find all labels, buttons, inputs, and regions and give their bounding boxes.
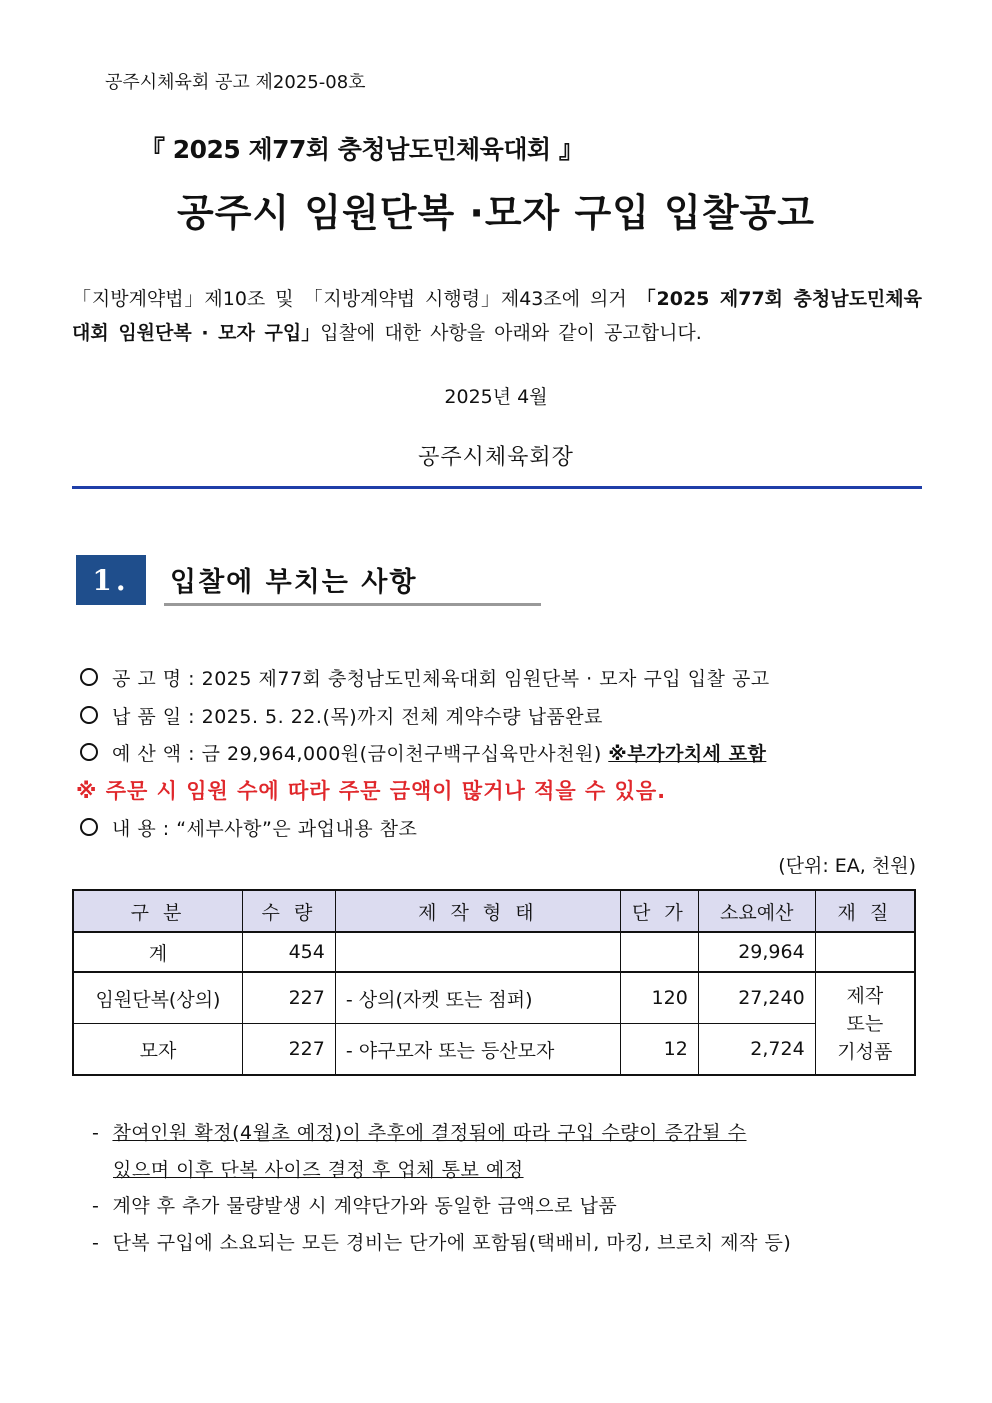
notice-number: 공주시체육회 공고 제2025-08호 bbox=[105, 72, 366, 93]
row-label: 모자 bbox=[73, 1024, 243, 1076]
notice-date: 2025년 4월 bbox=[444, 386, 548, 408]
header-material: 재 질 bbox=[815, 890, 915, 932]
circle-bullet-icon bbox=[80, 668, 98, 686]
item-notice-name bbox=[80, 664, 770, 691]
intro-part1: 「지방계약법」제10조 및 「지방계약법 시행령」제43조에 의거 bbox=[72, 288, 637, 310]
row-qty: 227 bbox=[243, 1024, 336, 1076]
section-number-badge: 1. bbox=[76, 555, 146, 605]
item-delivery bbox=[80, 702, 603, 729]
total-type bbox=[335, 932, 620, 972]
issuer: 공주시체육회장 bbox=[418, 445, 574, 470]
table-row bbox=[73, 1024, 915, 1076]
intro-paragraph bbox=[72, 282, 922, 350]
circle-bullet-icon bbox=[80, 743, 98, 761]
note-3 bbox=[92, 1228, 791, 1255]
intro-part3: 입찰에 대한 사항을 아래와 같이 공고합니다. bbox=[320, 322, 702, 344]
row-price: 120 bbox=[620, 972, 698, 1024]
note-dash: - bbox=[92, 1122, 100, 1144]
table-header-row bbox=[73, 890, 915, 932]
row-budget: 27,240 bbox=[698, 972, 815, 1024]
row-budget: 2,724 bbox=[698, 1024, 815, 1076]
note-dash: - bbox=[92, 1232, 100, 1254]
table-row bbox=[73, 972, 915, 1024]
budget-table bbox=[72, 889, 916, 1076]
header-unit-price: 단 가 bbox=[620, 890, 698, 932]
divider-rule bbox=[72, 486, 922, 489]
row-qty: 227 bbox=[243, 972, 336, 1024]
item-budget bbox=[80, 739, 766, 766]
note-1-line-1: 참여인원 확정(4월초 예정)이 추후에 결정됨에 따라 구입 수량이 증감될 수 bbox=[112, 1122, 747, 1144]
event-subtitle: 『 2025 제77회 충청남도민체육대회 』 bbox=[140, 135, 584, 164]
total-material bbox=[815, 932, 915, 972]
item-notice-name-text: 공 고 명 : 2025 제77회 충청남도민체육대회 임원단복 · 모자 구입 입찰 공고 bbox=[112, 668, 770, 690]
section-underline bbox=[164, 603, 541, 606]
item-content bbox=[80, 814, 417, 841]
material-line-1: 제작 bbox=[846, 984, 884, 1007]
item-budget-text: 예 산 액 : 금 29,964,000원(금이천구백구십육만사천원) bbox=[112, 743, 609, 765]
note-2 bbox=[92, 1191, 617, 1218]
material-cell bbox=[815, 972, 915, 1075]
note-2-text: 계약 후 추가 물량발생 시 계약단가와 동일한 금액으로 납품 bbox=[112, 1195, 618, 1217]
row-type: - 상의(자켓 또는 점퍼) bbox=[335, 972, 620, 1024]
header-quantity: 수 량 bbox=[243, 890, 336, 932]
circle-bullet-icon bbox=[80, 706, 98, 724]
note-1-cont bbox=[113, 1155, 524, 1182]
warning-text: ※ 주문 시 임원 수에 따라 주문 금액이 많거나 적을 수 있음. bbox=[76, 779, 667, 803]
header-type: 제 작 형 태 bbox=[335, 890, 620, 932]
unit-label: (단위: EA, 천원) bbox=[778, 855, 916, 877]
material-line-3: 기성품 bbox=[837, 1040, 893, 1063]
note-dash: - bbox=[92, 1195, 100, 1217]
item-budget-vat: ※부가가치세 포함 bbox=[608, 743, 767, 765]
header-budget: 소요예산 bbox=[698, 890, 815, 932]
row-price: 12 bbox=[620, 1024, 698, 1076]
row-label: 임원단복(상의) bbox=[73, 972, 243, 1024]
total-budget: 29,964 bbox=[698, 932, 815, 972]
row-type: - 야구모자 또는 등산모자 bbox=[335, 1024, 620, 1076]
total-label: 계 bbox=[73, 932, 243, 972]
header-category: 구 분 bbox=[73, 890, 243, 932]
total-price bbox=[620, 932, 698, 972]
table-total-row bbox=[73, 932, 915, 972]
section-title: 입찰에 부치는 사항 bbox=[170, 567, 418, 598]
note-3-text: 단복 구입에 소요되는 모든 경비는 단가에 포함됨(택배비, 마킹, 브로치 제작 등) bbox=[112, 1232, 792, 1254]
circle-bullet-icon bbox=[80, 818, 98, 836]
intro-part2: 「2025 제77회 충청남도민체육대회 임원단복 · 모자 구입」 bbox=[72, 288, 922, 344]
total-qty: 454 bbox=[243, 932, 336, 972]
item-content-text: 내 용 : “세부사항”은 과업내용 참조 bbox=[112, 818, 418, 840]
note-1 bbox=[92, 1118, 747, 1145]
note-1-line-2: 있으며 이후 단복 사이즈 결정 후 업체 통보 예정 bbox=[113, 1159, 524, 1181]
page-title: 공주시 임원단복 ·모자 구입 입찰공고 bbox=[177, 191, 815, 235]
item-delivery-text: 납 품 일 : 2025. 5. 22.(목)까지 전체 계약수량 납품완료 bbox=[112, 706, 603, 728]
material-line-2: 또는 bbox=[846, 1012, 884, 1035]
